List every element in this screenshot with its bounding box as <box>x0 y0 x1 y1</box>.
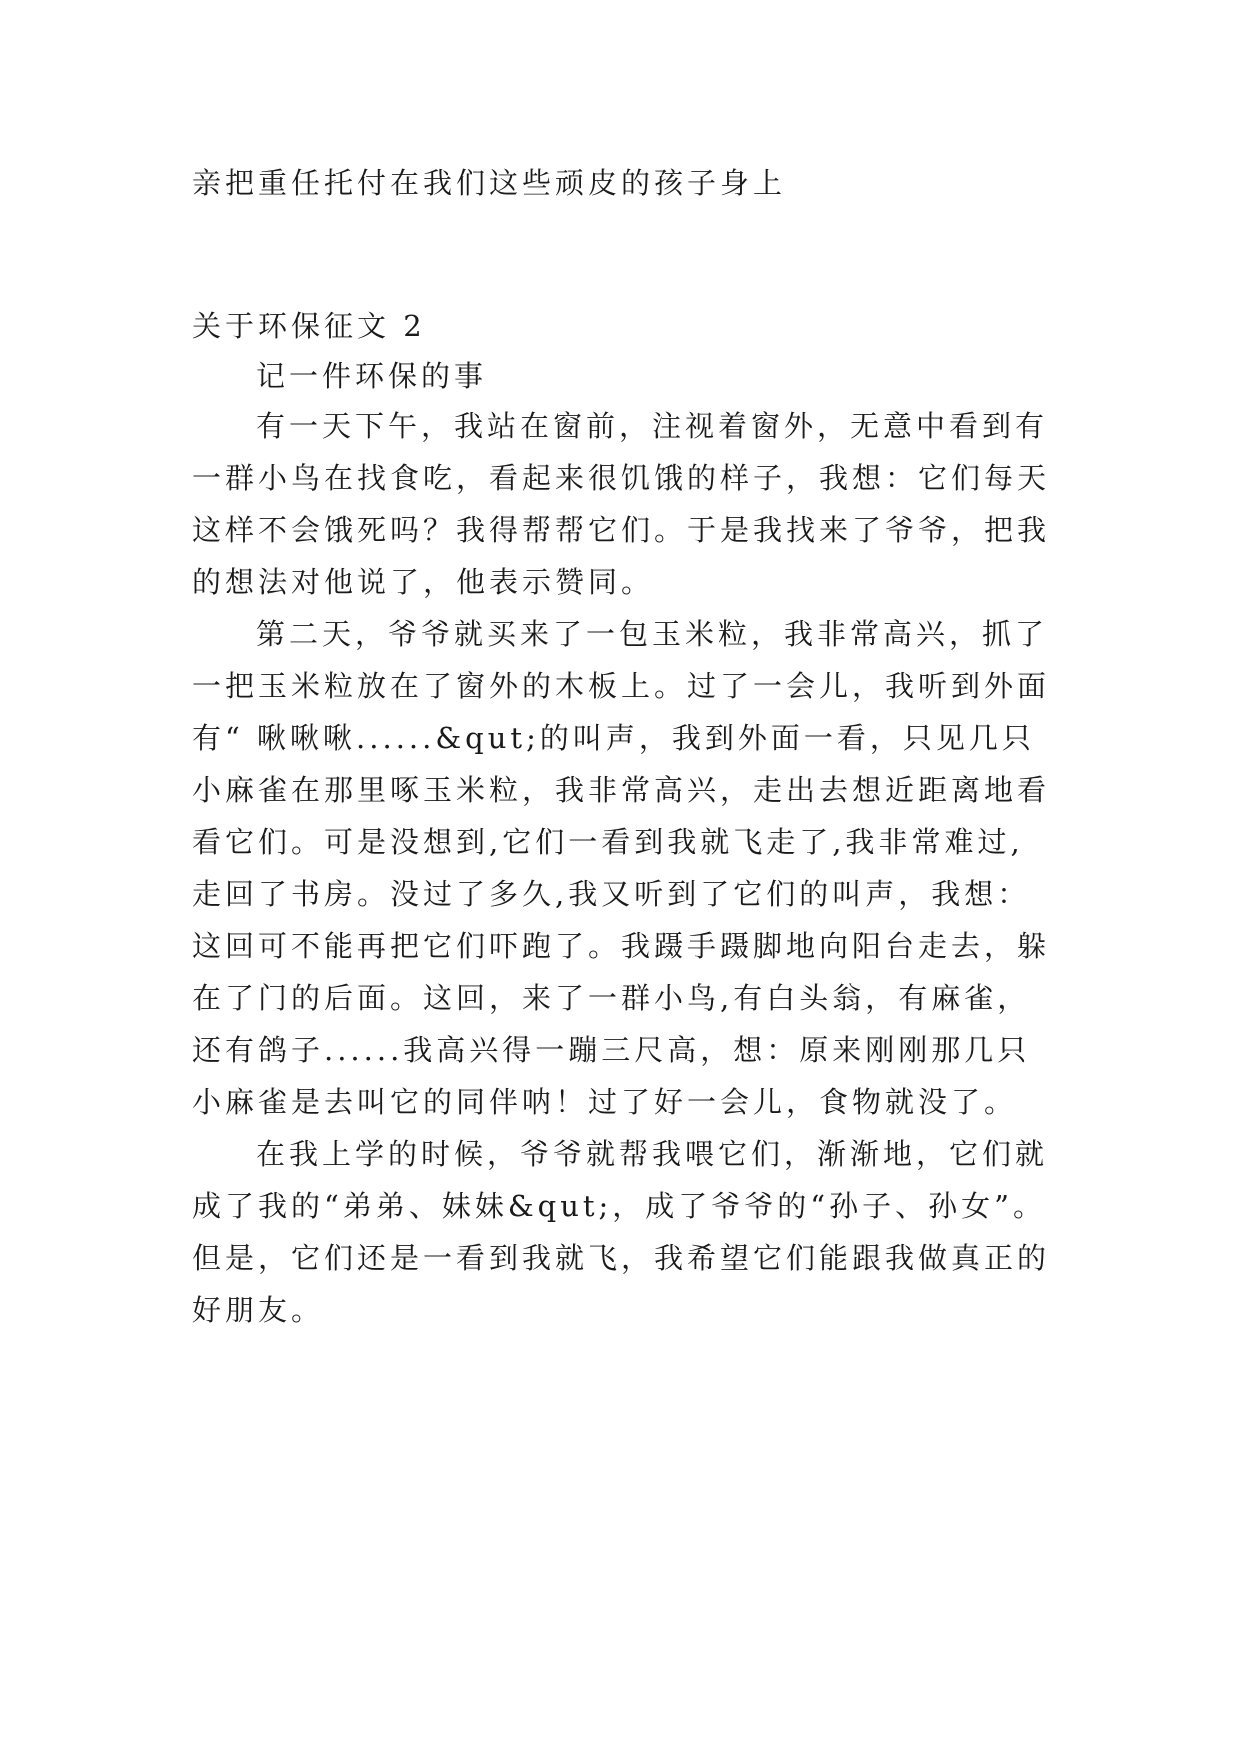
text-line: 亲把重任托付在我们这些顽皮的孩子身上 <box>192 166 787 200</box>
paragraph-line: 的想法对他说了，他表示赞同。 <box>192 565 655 599</box>
paragraph-line: 还有鸽子......我高兴得一蹦三尺高，想：原来刚刚那几只 <box>192 1033 1031 1067</box>
section-heading: 关于环保征文 2 <box>192 309 426 343</box>
paragraph-line: 但是，它们还是一看到我就飞，我希望它们能跟我做真正的 <box>192 1241 1051 1275</box>
paragraph-line: 一把玉米粒放在了窗外的木板上。过了一会儿，我听到外面 <box>192 669 1051 703</box>
paragraph-line: 有一天下午，我站在窗前，注视着窗外，无意中看到有 <box>256 409 1049 443</box>
paragraph-line: 小麻雀是去叫它的同伴呐！过了好一会儿，食物就没了。 <box>192 1085 1018 1119</box>
paragraph-line: 走回了书房。没过了多久,我又听到了它们的叫声，我想： <box>192 877 1031 911</box>
paragraph-line: 看它们。可是没想到,它们一看到我就飞走了,我非常难过, <box>192 825 1024 859</box>
paragraph-line: 在我上学的时候，爷爷就帮我喂它们，渐渐地，它们就 <box>256 1137 1049 1171</box>
paragraph-line: 这回可不能再把它们吓跑了。我蹑手蹑脚地向阳台走去，躲 <box>192 929 1051 963</box>
paragraph-line: 小麻雀在那里啄玉米粒，我非常高兴，走出去想近距离地看 <box>192 773 1051 807</box>
paragraph-line: 有“ 啾啾啾......&qut;的叫声，我到外面一看，只见几只 <box>192 721 1035 755</box>
paragraph-line: 第二天，爷爷就买来了一包玉米粒，我非常高兴，抓了 <box>256 617 1049 651</box>
paragraph-line: 成了我的“弟弟、妹妹&qut;，成了爷爷的“孙子、孙女”。 <box>192 1189 1046 1223</box>
paragraph-line: 在了门的后面。这回，来了一群小鸟,有白头翁，有麻雀， <box>192 981 1031 1015</box>
paragraph-line: 这样不会饿死吗？我得帮帮它们。于是我找来了爷爷，把我 <box>192 513 1051 547</box>
paragraph-line: 一群小鸟在找食吃，看起来很饥饿的样子，我想：它们每天 <box>192 461 1051 495</box>
essay-title: 记一件环保的事 <box>256 359 488 393</box>
paragraph-line: 好朋友。 <box>192 1293 325 1327</box>
